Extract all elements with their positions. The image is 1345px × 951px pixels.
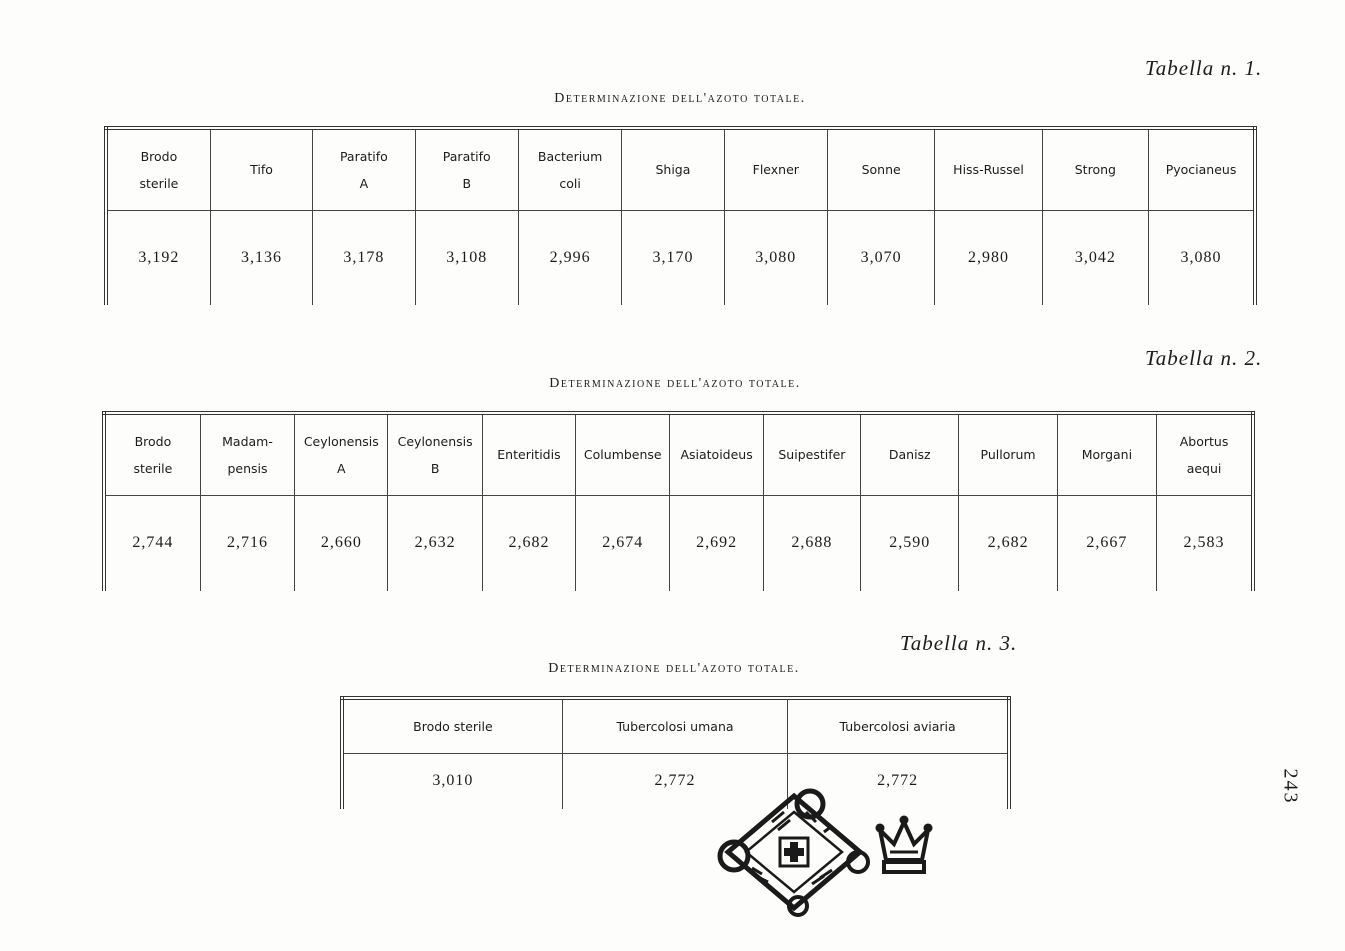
header-text: B: [430, 460, 440, 476]
table-2-heading: Determinazione dell'azoto totale.: [549, 376, 801, 391]
header-text: A: [337, 460, 346, 476]
table-2-value-cell: 2,744: [132, 534, 174, 552]
header-text: Tubercolosi umana: [616, 718, 734, 734]
tabella-3-label: Tabella n. 3.: [900, 631, 1018, 655]
table-3-value-cell: 3,010: [432, 772, 474, 790]
table-1-value-cell: 3,070: [827, 210, 934, 305]
header-text: coli: [559, 175, 581, 191]
header-text: Strong: [1074, 162, 1116, 178]
header-text: Hiss-Russel: [953, 162, 1024, 178]
table-2-header-cell: [1057, 413, 1156, 495]
table-2-value-cell: 2,590: [861, 495, 959, 591]
table-1-header-cell: [622, 128, 724, 210]
header-text: Sonne: [861, 162, 901, 178]
header-text: A: [359, 175, 369, 191]
table-2-header-cell: [576, 413, 670, 495]
header-text: Bacterium: [537, 148, 603, 164]
table-3-value-cell: 2,772: [562, 753, 787, 809]
header-text: Asiatoideus: [680, 447, 753, 463]
page-number: 243: [1279, 768, 1302, 805]
table-3-heading: Determinazione dell'azoto totale.: [548, 661, 800, 676]
table-1: [104, 126, 1257, 305]
table-2-header-cell: [104, 413, 200, 495]
header-text: Pyocianeus: [1165, 162, 1237, 178]
header-text: Brodo: [140, 148, 178, 164]
table-2-header-cell: [670, 413, 763, 495]
header-text: aequi: [1186, 460, 1222, 476]
header-text: Ceylonensis: [397, 433, 473, 449]
table-1-value-cell: 3,170: [622, 210, 724, 305]
table-1-header-cell: [313, 128, 415, 210]
table-1-header-cell: [827, 128, 934, 210]
tabella-1-label: Tabella n. 1.: [1145, 56, 1263, 80]
table-2-value-cell: 2,667: [1057, 495, 1156, 591]
table-1-header-cell: [1149, 128, 1255, 210]
header-text: Brodo: [134, 433, 172, 449]
header-text: Abortus: [1179, 433, 1229, 449]
table-2-value-cell: 2,660: [295, 495, 388, 591]
table-1-value-cell: 3,192: [138, 248, 180, 266]
table-1-header-cell: [415, 128, 518, 210]
header-text: Ceylonensis: [303, 433, 379, 449]
header-text: Shiga: [655, 162, 691, 178]
table-1-header-cell: [518, 128, 621, 210]
header-text: Columbense: [583, 447, 662, 463]
table-1-value-cell: 2,980: [935, 210, 1042, 305]
header-text: Madam-: [222, 433, 273, 449]
header-text: Pullorum: [980, 447, 1036, 463]
table-1-value-cell: 3,080: [724, 210, 827, 305]
header-text: Enteritidis: [497, 447, 561, 463]
header-text: Paratifo: [339, 148, 388, 164]
table-2-header-cell: [295, 413, 388, 495]
header-text: sterile: [133, 460, 173, 476]
table-1-header-cell: [724, 128, 827, 210]
header-text: pensis: [227, 460, 268, 476]
table-1-value-cell: 3,042: [1042, 210, 1148, 305]
header-text: B: [462, 175, 472, 191]
table-1-value-cell: 3,080: [1149, 210, 1255, 305]
table-2-header-cell: [388, 413, 482, 495]
table-2-value-cell: 2,688: [763, 495, 860, 591]
library-seal-icon: [712, 782, 942, 922]
table-2-value-cell: 2,716: [200, 495, 294, 591]
table-1-header-row: [106, 128, 1255, 210]
table-3-value-cell: 2,772: [788, 753, 1009, 809]
library-stamp: [712, 782, 942, 927]
table-1-value-cell: 3,136: [210, 210, 312, 305]
header-text: Morgani: [1081, 447, 1133, 463]
table-2-header-cell: [200, 413, 294, 495]
header-text: Suipestifer: [778, 447, 846, 463]
table-1-header-cell: [935, 128, 1042, 210]
header-text: Flexner: [752, 162, 799, 178]
table-2-header-cell: [1157, 413, 1253, 495]
table-2-value-row: [104, 495, 1253, 591]
table-2-value-cell: 2,682: [959, 495, 1057, 591]
table-2-header-cell: [959, 413, 1057, 495]
header-text: sterile: [139, 175, 179, 191]
table-2-value-cell: 2,674: [576, 495, 670, 591]
table-1-header-cell: [210, 128, 312, 210]
header-text: Danisz: [888, 447, 931, 463]
table-2-header-row: [104, 413, 1253, 495]
table-1-heading: Determinazione dell'azoto totale.: [554, 91, 806, 106]
table-3-header-cell: [342, 698, 562, 753]
table-2-value-cell: 2,682: [482, 495, 575, 591]
crown-icon: [876, 816, 932, 872]
table-1-value-cell: 3,178: [313, 210, 415, 305]
table-2-header-cell: [482, 413, 575, 495]
header-text: Tifo: [250, 162, 273, 178]
table-2-header-cell: [763, 413, 860, 495]
table-2: [102, 411, 1255, 591]
table-2-value-cell: 2,583: [1157, 495, 1253, 591]
header-text: Paratifo: [442, 148, 491, 164]
table-2-value-cell: 2,692: [670, 495, 763, 591]
table-1-value-row: [106, 210, 1255, 305]
table-1-value-cell: 2,996: [518, 210, 621, 305]
table-1-value-cell: 3,108: [415, 210, 518, 305]
table-3-header-cell: [788, 698, 1009, 753]
header-text: Brodo sterile: [413, 718, 493, 734]
table-1-header-cell: [1042, 128, 1148, 210]
table-1-header-cell: [106, 128, 210, 210]
table-2-header-cell: [861, 413, 959, 495]
tabella-2-label: Tabella n. 2.: [1145, 346, 1263, 370]
table-3-header-cell: [562, 698, 787, 753]
table-3-header-row: [342, 698, 1009, 753]
header-text: Tubercolosi aviaria: [839, 718, 956, 734]
table-2-value-cell: 2,632: [388, 495, 482, 591]
